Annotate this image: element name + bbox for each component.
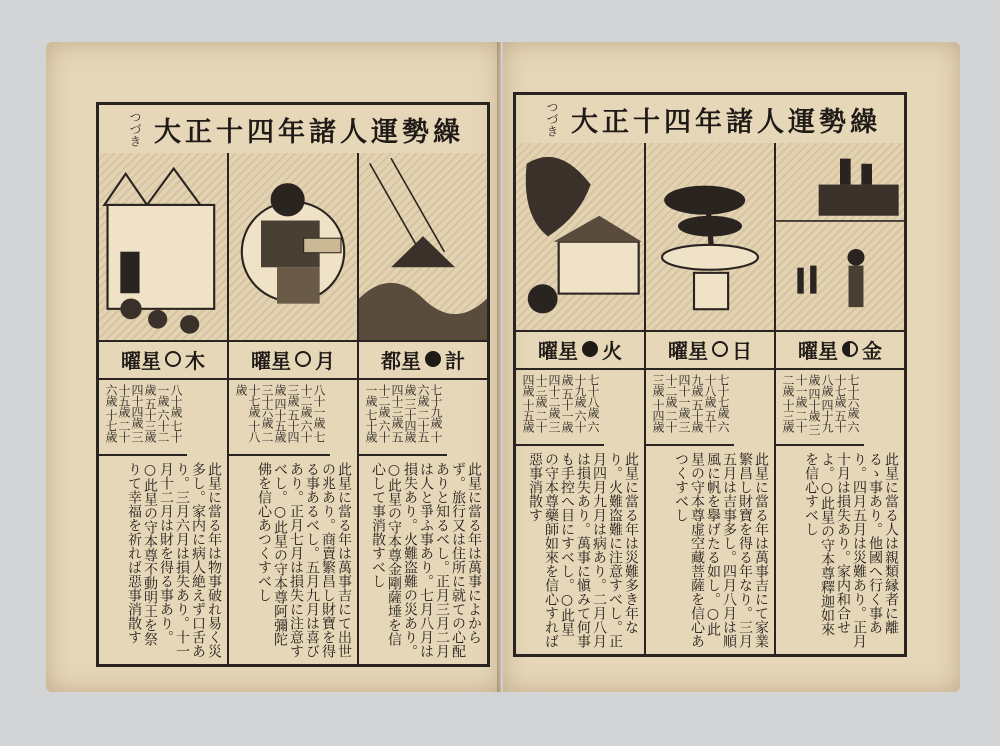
title-band xyxy=(516,95,904,145)
illustration-stormy-sea xyxy=(359,153,487,340)
star-name: 金 xyxy=(862,338,882,363)
star-disc-icon xyxy=(425,351,441,367)
title-continued: つづき xyxy=(128,111,142,147)
star-suffix: 曜星 xyxy=(668,338,708,363)
fortune-text: 此星に當る年は萬事吉にて出世の兆あり。商賣繁昌し財寶を得る事あるべし。五月九月は喜びあり。正月七月は損失に注意すべし。○此星の守本尊阿彌陀佛を信心あつくすべし xyxy=(256,462,352,658)
star-disc-icon xyxy=(582,341,598,357)
star-column xyxy=(776,330,904,654)
illustration-fire-scene xyxy=(516,143,646,330)
fortune-text: 此星に當る年は災難多き年なり。火難盗難に注意すべし。正月四月九月は病あり。二月八月は損失あり。萬事に愼みて何事も手控へ目にすべし。○此星の守本尊藥師如來を信心すれば惡事消散す xyxy=(527,452,639,648)
star-column xyxy=(516,330,646,654)
page-title: 大正十四年諸人運勢繰 xyxy=(571,106,881,138)
star-columns xyxy=(516,330,904,654)
star-heading xyxy=(776,330,904,370)
star-columns xyxy=(99,340,487,664)
star-disc-icon xyxy=(165,351,181,367)
star-heading xyxy=(359,340,487,380)
title-band xyxy=(99,105,487,155)
star-column xyxy=(359,340,487,664)
age-list: 七十八歲 六十九歲 六十歲 五十一歲 四十二歲 三十三歲 二十四歲 十五歲 xyxy=(516,370,604,446)
almanac-frame-left xyxy=(96,102,490,667)
illustration-bonsai xyxy=(646,143,776,330)
star-column xyxy=(229,340,359,664)
title-continued: つづき xyxy=(545,101,559,137)
illustration-steamship xyxy=(776,143,904,330)
star-name: 月 xyxy=(315,348,335,373)
star-column xyxy=(646,330,776,654)
right-page xyxy=(503,42,960,692)
illustration-strip xyxy=(516,143,904,332)
star-name: 計 xyxy=(445,348,465,373)
star-suffix: 曜星 xyxy=(538,338,578,363)
star-disc-icon xyxy=(295,351,311,367)
star-heading xyxy=(646,330,774,370)
star-heading xyxy=(516,330,644,370)
star-disc-icon xyxy=(712,341,728,357)
fortune-text: 此星に當る年は物事破れ易く災多し。家内に病人絶えず口舌あり。三月六月は損失あり。十一月十二月は財を得る事あり。○此星の守本尊不動明王を祭りて幸福を祈れば惡事消散す xyxy=(126,462,222,658)
page-title: 大正十四年諸人運勢繰 xyxy=(154,116,464,148)
age-list: 七十六歲 六十七歲 五十八歲 四十九歲 四十歲 三十一歲 二十二歲 十三歲 xyxy=(776,370,864,446)
age-list: 八十歲 七十一歲 六十二歲 五十三歲 四十四歲 三十五歲 二十六歲 十七歲 xyxy=(99,380,187,456)
star-column xyxy=(99,340,229,664)
fortune-text: 此星に當る年は萬事吉にて家業繁昌し財寶を得る年なり。三月五月は吉事多し。四月八月は順風に帆を擧げたる如し。○此星の守本尊虚空藏菩薩を信心あつくすべし xyxy=(673,452,769,648)
left-page xyxy=(46,42,501,692)
star-name: 火 xyxy=(602,338,622,363)
fortune-text: 此星に當る年は萬事によからず。旅行又は住所に就ての心配ありと知るべし。正月三月二月は人と爭ふ事あり。七月八月は損失あり。火難盗難の災あり。○此星の守本尊金剛薩埵を信心して事消散すべし xyxy=(370,462,482,658)
star-name: 日 xyxy=(732,338,752,363)
fortune-text: 此星に當る人は親類縁者に離るゝ事あり。他國へ行く事あり。四月五月は災難あり。正月十月は損失あり。家内和合せよ。○此星の守本尊釋迦如來を信心すべし xyxy=(803,452,899,648)
star-suffix: 曜星 xyxy=(121,348,161,373)
illustration-seated-figure xyxy=(229,153,359,340)
illustration-street-scene xyxy=(99,153,229,340)
age-list: 八十一歲 七十二歲 六十三歲 五十四歲 四十五歲 三十六歲 二十七歲 十八歲 xyxy=(229,380,330,456)
age-list: 七十九歲 十六歲 二十五歲 三十四歲 四十三歲 五十二歲 六十一歲 七十歲 xyxy=(359,380,447,456)
star-disc-icon xyxy=(842,341,858,357)
star-heading xyxy=(229,340,357,380)
almanac-frame-right xyxy=(513,92,907,657)
star-suffix: 都星 xyxy=(381,348,421,373)
illustration-strip xyxy=(99,153,487,342)
star-suffix: 曜星 xyxy=(251,348,291,373)
age-list: 七十七歲 六十八歲 五十九歲 五十歲 四十一歲 三十二歲 二十三歲 十四歲 xyxy=(646,370,734,446)
star-heading xyxy=(99,340,227,380)
star-suffix: 曜星 xyxy=(798,338,838,363)
star-name: 木 xyxy=(185,348,205,373)
